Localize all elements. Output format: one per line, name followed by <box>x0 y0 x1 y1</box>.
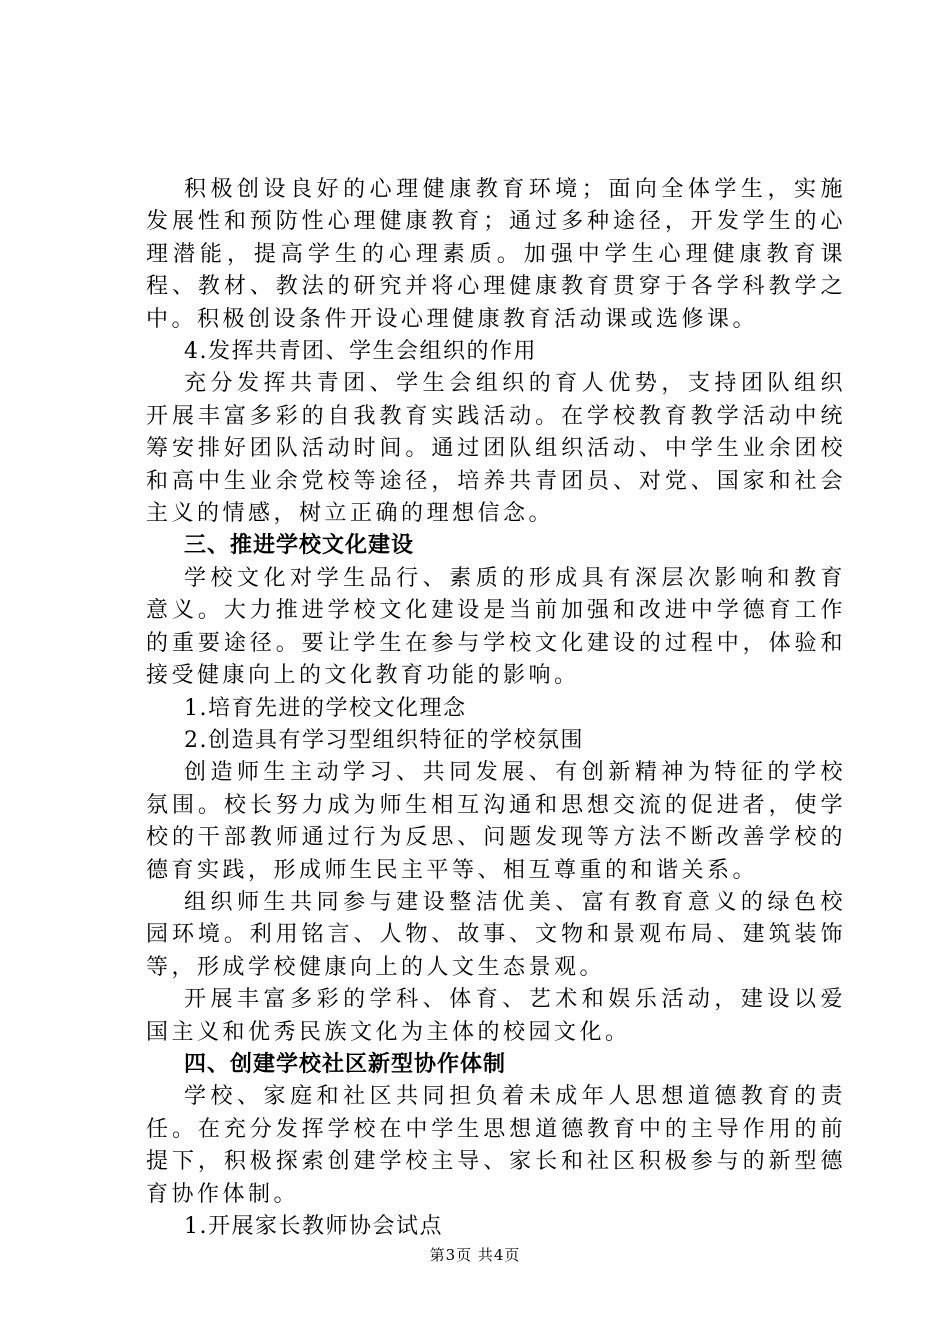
section-item: 4.发挥共青团、学生会组织的作用 <box>184 339 537 365</box>
section-item: 1.开展家长教师协会试点 <box>184 1214 443 1239</box>
paragraph: 创造师生主动学习、共同发展、有创新精神为特征的学校氛围。校长努力成为师生相互沟通和思想交流的促进者，使学校的干部教师通过行为反思、问题发现等方法不断改善学校的德育实践，形成师生民主平等、相互尊重的和谐关系。 <box>146 760 846 883</box>
paragraph: 积极创设良好的心理健康教育环境；面向全体学生，实施发展性和预防性心理健康教育；通过多种途径，开发学生的心理潜能，提高学生的心理素质。加强中学生心理健康教育课程、教材、教法的研究并将心理健康教育贯穿于各学科教学之中。积极创设条件开设心理健康教育活动课或选修课。 <box>146 177 846 332</box>
page-number-footer: 第3页 共4页 <box>429 1246 521 1264</box>
paragraph: 学校、家庭和社区共同担负着未成年人思想道德教育的责任。在充分发挥学校在中学生思想道德教育中的主导作用的前提下，积极探索创建学校主导、家长和社区积极参与的新型德育协作体制。 <box>146 1084 846 1207</box>
paragraph: 组织师生共同参与建设整洁优美、富有教育意义的绿色校园环境。利用铭言、人物、故事、文物和景观布局、建筑装饰等，形成学校健康向上的人文生态景观。 <box>146 889 846 980</box>
paragraph: 学校文化对学生品行、素质的形成具有深层次影响和教育意义。大力推进学校文化建设是当前加强和改进中学德育工作的重要途径。要让学生在参与学校文化建设的过程中，体验和接受健康向上的文化教育功能的影响。 <box>146 565 846 689</box>
section-item: 2.创造具有学习型组织特征的学校氛围 <box>184 727 584 753</box>
section-heading: 四、创建学校社区新型协作体制 <box>184 1051 507 1077</box>
section-item: 1.培育先进的学校文化理念 <box>184 695 467 721</box>
section-heading: 三、推进学校文化建设 <box>184 533 415 559</box>
paragraph: 充分发挥共青团、学生会组织的育人优势，支持团队组织开展丰富多彩的自我教育实践活动。在学校教育教学活动中统筹安排好团队活动时间。通过团队组织活动、中学生业余团校和高中生业余党校等途径，培养共青团员、对党、国家和社会主义的情感，树立正确的理想信念。 <box>146 371 846 527</box>
paragraph: 开展丰富多彩的学科、体育、艺术和娱乐活动，建设以爱国主义和优秀民族文化为主体的校园文化。 <box>146 987 846 1045</box>
document-body <box>146 174 846 1243</box>
